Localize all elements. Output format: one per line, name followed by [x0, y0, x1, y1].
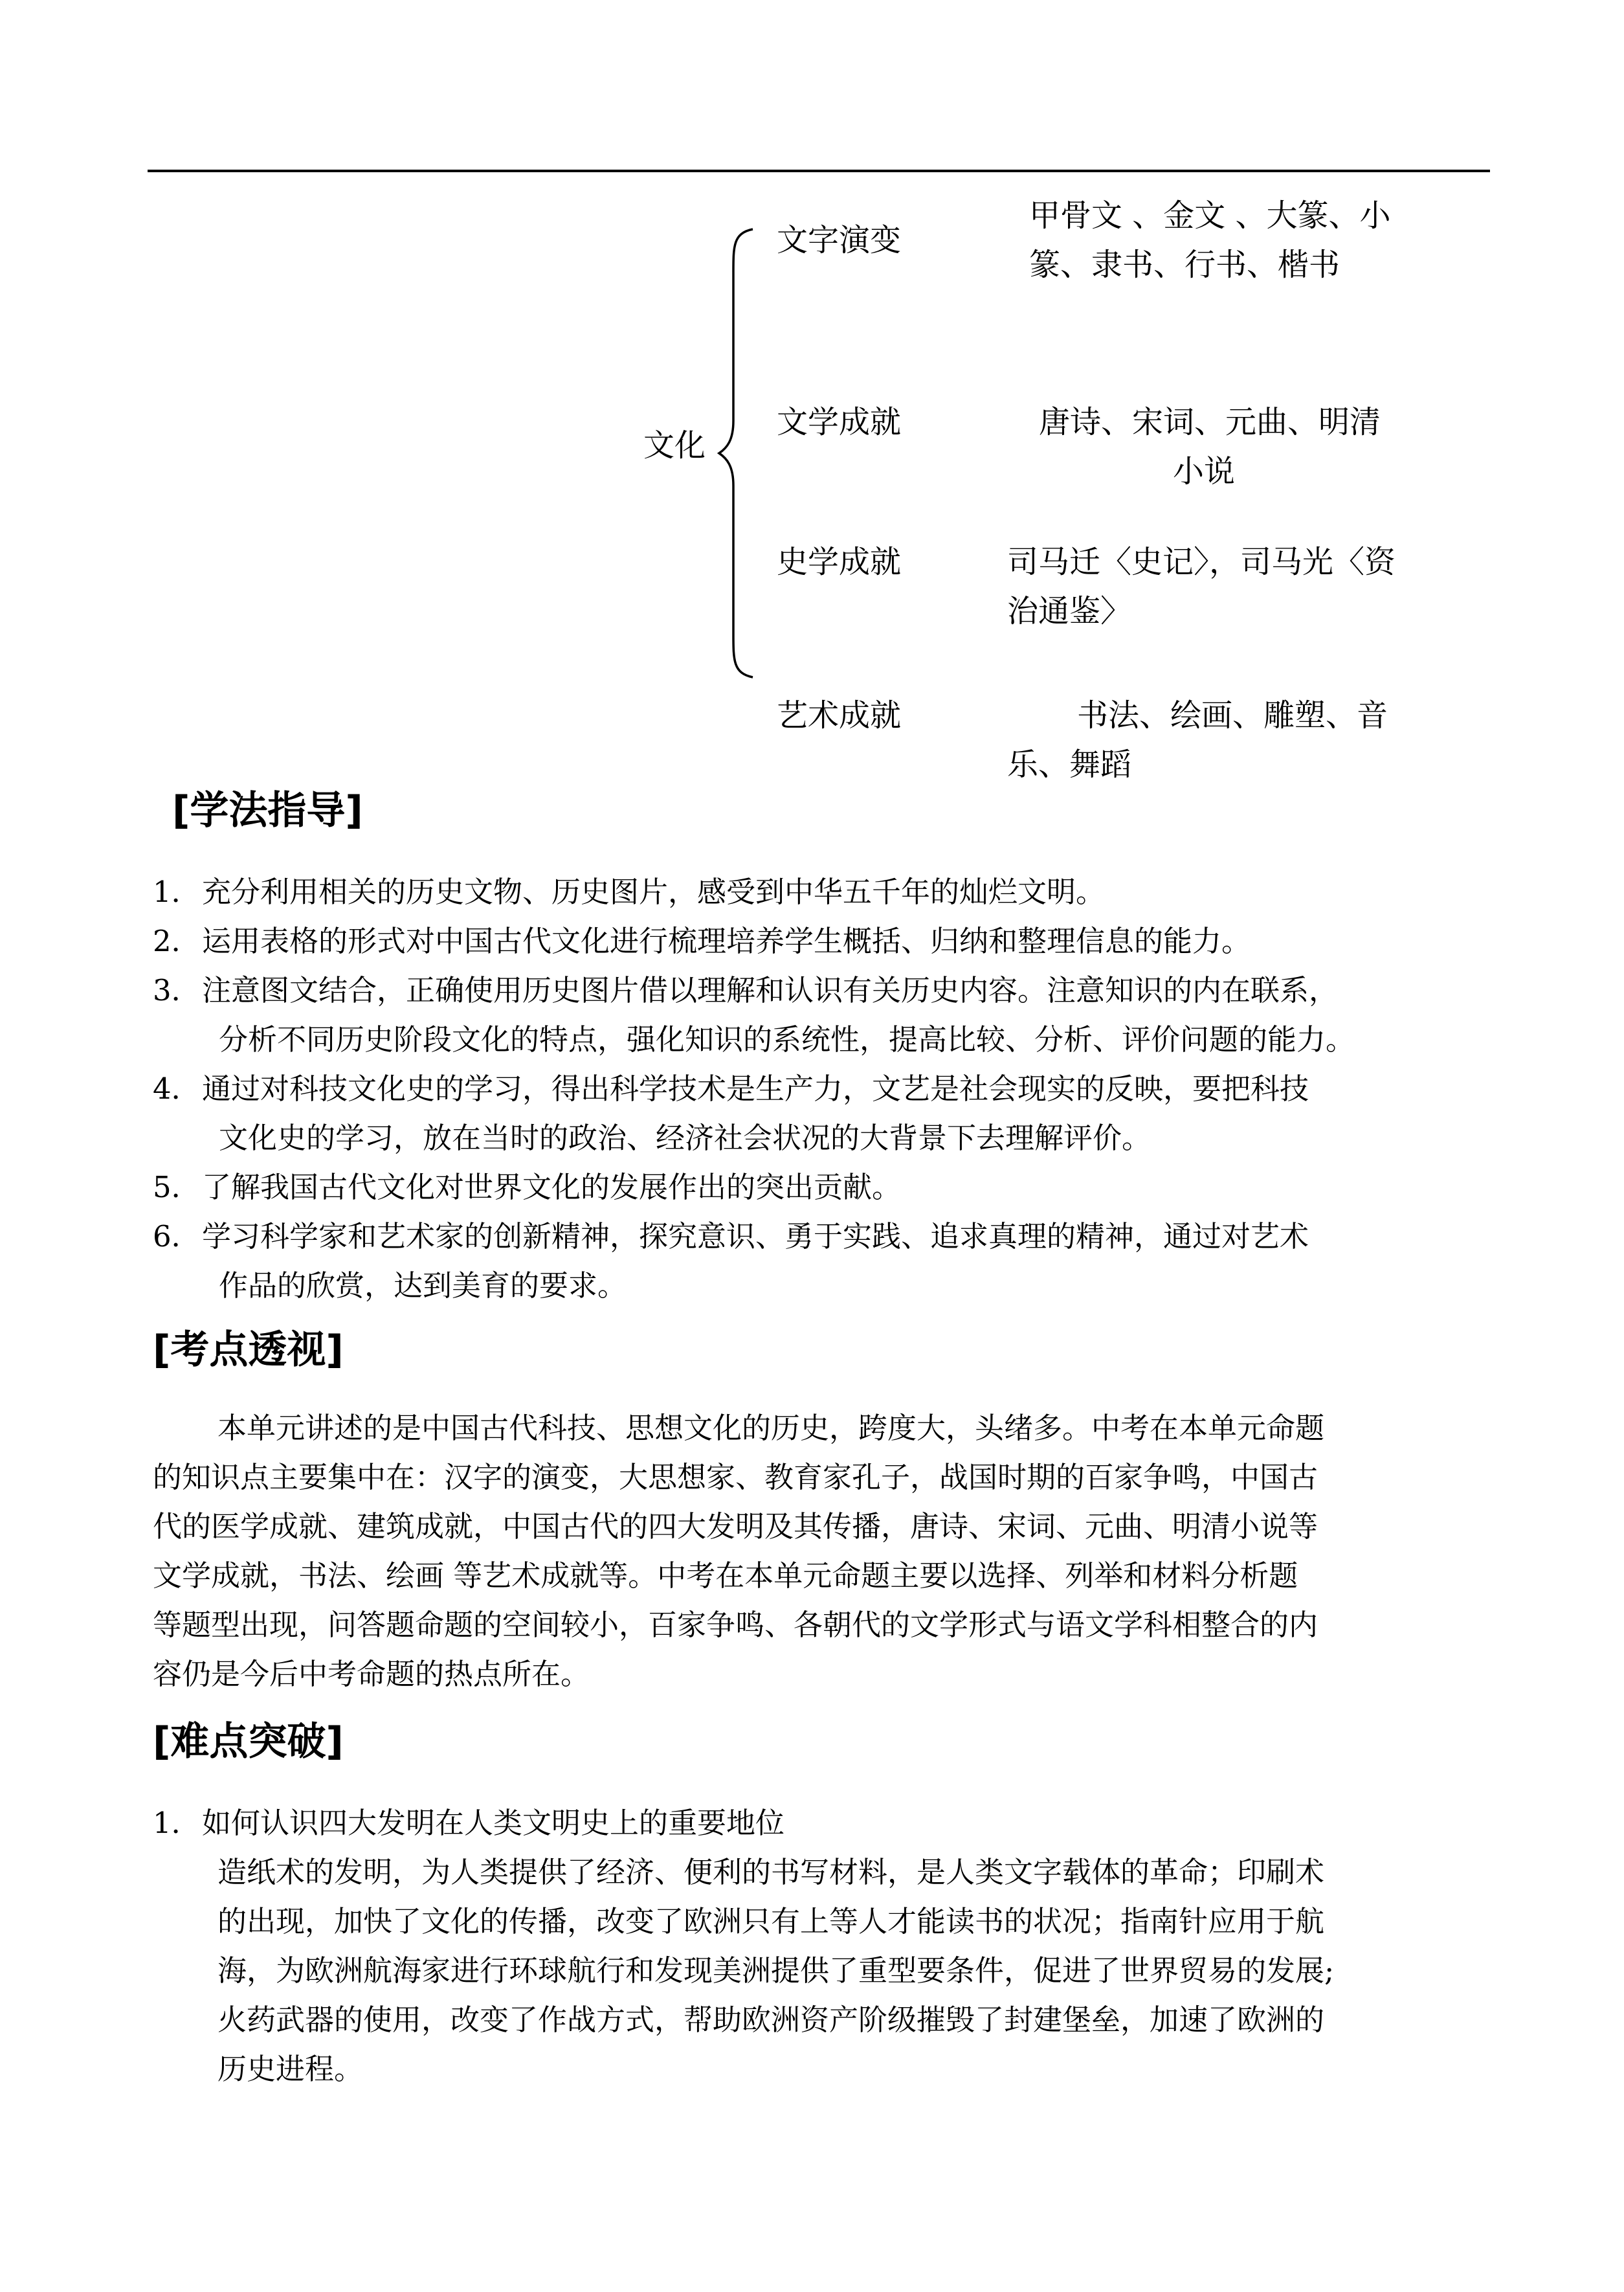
paragraph-line: 造纸术的发明，为人类提供了经济、便利的书写材料，是人类文字载体的革命；印刷术 [217, 1855, 1325, 1889]
list-text: 作品的欣赏，达到美育的要求。 [219, 1268, 627, 1303]
branch-label-script: 文字演变 [777, 222, 902, 258]
paragraph-line: 火药武器的使用，改变了作战方式，帮助欧洲资产阶级摧毁了封建堡垒，加速了欧洲的 [217, 2003, 1325, 2037]
list-number: 4． [153, 1072, 201, 1106]
branch-detail-script-line2: 篆、隶书、行书、楷书 [1029, 247, 1340, 283]
list-number: 5． [153, 1170, 201, 1204]
branch-detail-art-line2: 乐、舞蹈 [1007, 747, 1132, 783]
list-number: 1． [153, 875, 201, 909]
branch-detail-literature-line2: 小说 [1173, 453, 1236, 489]
brace-shape [715, 227, 767, 680]
list-text: 充分利用相关的历史文物、历史图片，感受到中华五千年的灿烂文明。 [202, 875, 1106, 909]
branch-detail-script-line1: 甲骨文 、金文 、大篆、小 [1029, 197, 1391, 234]
list-number: 3． [153, 973, 201, 1007]
heading-exam-focus: [考点透视] [153, 1327, 344, 1373]
list-number: 2． [153, 924, 201, 958]
paragraph-line: 的知识点主要集中在：汉字的演变，大思想家、教育家孔子，战国时期的百家争鸣，中国古 [153, 1460, 1318, 1494]
paragraph-line: 海，为欧洲航海家进行环球航行和发现美洲提供了重型要条件，促进了世界贸易的发展; [217, 1953, 1335, 1988]
list-text: 通过对科技文化史的学习，得出科学技术是生产力，文艺是社会现实的反映，要把科技 [202, 1072, 1309, 1106]
list-number: 1． [153, 1806, 201, 1840]
diagram-root: 文化 [643, 427, 706, 464]
branch-detail-art-line1: 书法、绘画、雕塑、音 [1077, 697, 1388, 734]
list-text: 注意图文结合，正确使用历史图片借以理解和认识有关历史内容。注意知识的内在联系， [202, 973, 1339, 1007]
branch-detail-history-line2: 治通鉴〉 [1007, 593, 1132, 629]
paragraph-line: 代的医学成就、建筑成就，中国古代的四大发明及其传播，唐诗、宋词、元曲、明清小说等 [153, 1509, 1318, 1544]
paragraph-line: 历史进程。 [217, 2052, 364, 2086]
branch-detail-literature-line1: 唐诗、宋词、元曲、明清 [1039, 404, 1381, 440]
heading-study-guide: [学法指导] [172, 788, 363, 833]
list-text: 运用表格的形式对中国古代文化进行梳理培养学生概括、归纳和整理信息的能力。 [202, 924, 1251, 958]
paragraph-line: 文学成就，书法、绘画 等艺术成就等。中考在本单元命题主要以选择、列举和材料分析题 [153, 1558, 1298, 1593]
list-text: 分析不同历史阶段文化的特点，强化知识的系统性，提高比较、分析、评价问题的能力。 [219, 1022, 1355, 1057]
list-text: 了解我国古代文化对世界文化的发展作出的突出贡献。 [202, 1170, 902, 1204]
paragraph-line: 的出现，加快了文化的传播，改变了欧洲只有上等人才能读书的状况；指南针应用于航 [217, 1904, 1325, 1938]
branch-label-art: 艺术成就 [777, 697, 902, 734]
paragraph-line: 容仍是今后中考命题的热点所在。 [153, 1657, 590, 1691]
list-number: 6． [153, 1219, 201, 1253]
header-rule [148, 170, 1490, 172]
list-text: 学习科学家和艺术家的创新精神，探究意识、勇于实践、追求真理的精神，通过对艺术 [202, 1219, 1309, 1253]
heading-difficulty: [难点突破] [153, 1719, 344, 1764]
paragraph-line: 等题型出现，问答题命题的空间较小，百家争鸣、各朝代的文学形式与语文学科相整合的内 [153, 1608, 1318, 1642]
list-title: 如何认识四大发明在人类文明史上的重要地位 [202, 1806, 785, 1840]
branch-label-history: 史学成就 [777, 544, 902, 580]
list-text: 文化史的学习，放在当时的政治、经济社会状况的大背景下去理解评价。 [219, 1121, 1151, 1155]
branch-label-literature: 文学成就 [777, 404, 902, 440]
paragraph-line: 本单元讲述的是中国古代科技、思想文化的历史，跨度大，头绪多。中考在本单元命题 [217, 1411, 1325, 1445]
branch-detail-history-line1: 司马迁〈史记〉，司马光〈资 [1007, 544, 1396, 580]
